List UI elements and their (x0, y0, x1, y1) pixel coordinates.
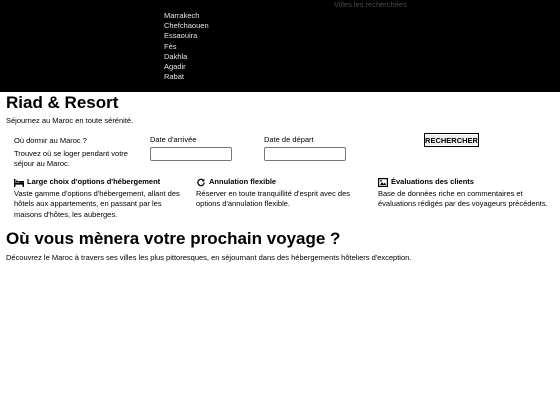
city-link-agadir[interactable]: Agadir (164, 62, 186, 72)
feature-flexible-cancellation (196, 177, 372, 210)
refresh-icon (196, 178, 206, 187)
feature-accommodation (14, 177, 190, 220)
where-help-text: Trouvez où se loger pendant votre séjour au Maroc. (14, 149, 128, 168)
feature-text: Vaste gamme d'options d'hébergement, allant des hôtels aux appartements, en passant par les maisons d'hôtes, les auberges. (14, 189, 180, 219)
feature-title: Large choix d'options d'hébergement (27, 177, 161, 186)
arrival-date-label: Date d'arrivée (150, 135, 197, 144)
departure-date-label: Date de départ (264, 135, 314, 144)
city-link-chefchaouen[interactable]: Chefchaouen (164, 21, 209, 31)
site-title: Riad & Resort (6, 93, 119, 112)
arrival-date-input[interactable] (150, 147, 232, 161)
search-button[interactable]: RECHERCHER (424, 133, 479, 147)
city-link-dakhla[interactable]: Dakhla (164, 51, 188, 61)
destinations-subtitle: Découvrez le Maroc à travers ses villes les plus pittoresques, en séjournant dans des hébergements hôteliers d'exception. (6, 253, 412, 262)
top-navigation-bar (0, 0, 560, 92)
review-icon (378, 178, 388, 187)
destinations-heading: Où vous mènera votre prochain voyage ? (6, 229, 341, 248)
site-tagline: Séjournez au Maroc en toute sérénité. (6, 116, 134, 125)
feature-title: Annulation flexible (209, 177, 277, 186)
city-link-fes[interactable]: Fès (164, 41, 177, 51)
feature-title: Évaluations des clients (391, 177, 474, 186)
city-link-essaouira[interactable]: Essaouira (164, 31, 198, 41)
where-label: Où dormir au Maroc ? (14, 136, 87, 145)
feature-text: Réserver en toute tranquillité d'esprit avec des options d'annulation flexible. (196, 189, 351, 209)
departure-date-input[interactable] (264, 147, 346, 161)
city-link-marrakech[interactable]: Marrakech (164, 11, 200, 20)
top-cities-link[interactable]: Villes les recherchées (334, 0, 407, 9)
feature-customer-reviews (378, 177, 554, 210)
city-link-rabat[interactable]: Rabat (164, 72, 185, 82)
feature-text: Base de données riche en commentaires et évaluations rédigés par des voyageurs précédents. (378, 189, 548, 209)
bed-icon (14, 178, 24, 187)
city-menu (164, 11, 209, 82)
